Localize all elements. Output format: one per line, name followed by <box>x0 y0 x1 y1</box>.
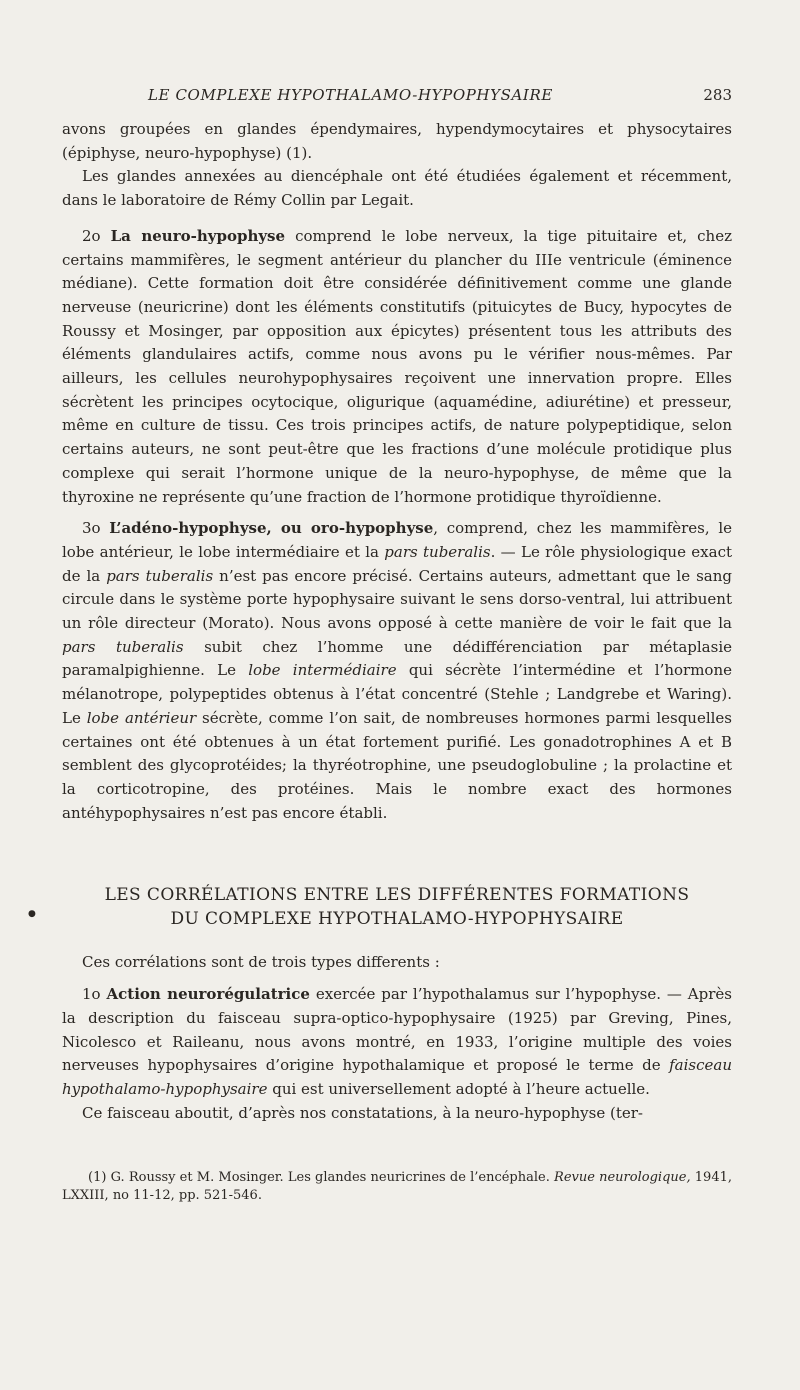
footnote-text: (1) G. Roussy et M. Mosinger. Les glandes neuricrines de l’encéphale. <box>88 1170 555 1186</box>
italic-term: pars tuberalis <box>62 637 184 656</box>
term-action-neuroregulatrice: Action neurorégulatrice <box>106 985 310 1004</box>
term-adeno-hypophyse: L’adéno-hypophyse, ou oro-hypophyse <box>109 519 434 538</box>
item-number: 1o <box>82 985 101 1004</box>
italic-term: pars tuberalis <box>106 566 214 585</box>
paragraph-text: exercée par l’hypothalamus sur l’hypophyse. — Après la description du faisceau supra-optico-hypophysaire (1925) par Greving, Pines, Nicolesco et Raileanu, nous avons montré, en 1933, l’origine multiple des voies nerveuses hypophysaires d’origine hypothalamique et proposé le terme de <box>62 985 732 1075</box>
paragraph-faisceau: Ce faisceau aboutit, d’après nos constatations, à la neuro-hypophyse (ter- <box>82 1103 643 1122</box>
running-header <box>62 86 732 104</box>
paragraph-text: qui est universellement adopté à l’heure actuelle. <box>267 1079 650 1098</box>
italic-term: lobe intermédiaire <box>248 661 397 680</box>
paragraph-continuation: avons groupées en glandes épendymaires, hypendymocytaires et physocytaires (épiphyse, neuro-hypophyse) (1). <box>62 120 732 162</box>
italic-term: lobe antérieur <box>86 708 197 727</box>
margin-mark: ● <box>28 909 36 919</box>
section-heading <box>62 883 732 931</box>
paragraph-text: sécrète, comme l’on sait, de nombreuses hormones parmi lesquelles certaines ont été obtenues à un état fortement purifié. Les gonadotrophines A et B semblent des glycoprotéides; la thyréotrophine, une pseudoglobuline ; la prolactine et la corticotropine, des protéines. Mais le nombre exact des hormones antéhypophysaires n’est pas encore établi. <box>62 708 732 822</box>
italic-term: pars tuberalis <box>384 542 491 561</box>
page-number: 283 <box>703 86 732 104</box>
paragraph-text: qui sécrète l’intermédine et l’hormone mélanotrope, polypeptides obtenus à l’état concentré (Stehle ; Landgrebe et Waring). Le <box>62 661 732 727</box>
paragraph-glandes-annexees: Les glandes annexées au diencéphale ont été étudiées également et récemment, dans le laboratoire de Rémy Collin par Legait. <box>62 167 732 210</box>
paragraph-action-neuroregulatrice <box>62 983 732 1102</box>
paragraph-adeno-hypophyse <box>62 517 732 825</box>
section-heading-line-1: LES CORRÉLATIONS ENTRE LES DIFFÉRENTES FORMATIONS <box>104 885 690 906</box>
footnote-journal: Revue neurologique, <box>554 1170 691 1186</box>
paragraph-text: comprend le lobe nerveux, la tige pituitaire et, chez certains mammifères, le segment antérieur du plancher du IIIe ventricule (éminence médiane). Cette formation doit être considérée définitivement comme une glande nerveuse (neuricrine) dont les éléments constitutifs (pituicytes de Bucy, hypocytes de Roussy et Mosinger, par opposition aux épicytes) présentent tous les attributs des éléments glandulaires actifs, comme nous avons pu le vérifier nous-mêmes. Par ailleurs, les cellules neurohypophysaires reçoivent une innervation propre. Elles sécrètent les principes ocytocique, oligurique (aquamédine, adiurétine) et presseur, même en culture de tissu. Ces trois principes actifs, de nature polypeptidique, selon certains auteurs, ne sont peut-être que les fractions d’une molécule protidique plus complexe qui serait l’hormone unique de la neuro-hypophyse, de même que la thyroxine ne représente qu’une fraction de l’hormone protidique thyroïdienne. <box>62 226 732 506</box>
footnote-text: 1941, LXXIII, no 11-12, pp. 521-546. <box>62 1170 732 1204</box>
running-title: LE COMPLEXE HYPOTHALAMO-HYPOPHYSAIRE <box>148 86 553 104</box>
paragraph-neuro-hypophyse <box>62 225 732 509</box>
paragraph-text: , comprend, chez les mammifères, le lobe antérieur, le lobe intermédiaire et la <box>62 519 732 561</box>
paragraph-text: . — Le rôle physiologique exact de la <box>62 542 732 585</box>
paragraph-text: subit chez l’homme une dédifférenciation par métaplasie paramalpighienne. Le <box>62 637 732 680</box>
item-number: 2o <box>82 226 101 245</box>
item-number: 3o <box>82 519 101 538</box>
section-heading-line-2: DU COMPLEXE HYPOTHALAMO-HYPOPHYSAIRE <box>170 909 624 930</box>
paragraph-text: n’est pas encore précisé. Certains auteurs, admettant que le sang circule dans le système porte hypophysaire suivant le sens dorso-ventral, lui attribuent un rôle directeur (Morato). Nous avons opposé à cette manière de voir le fait que la <box>62 566 732 633</box>
paragraph-types: Ces corrélations sont de trois types differents : <box>82 953 440 972</box>
term-neuro-hypophyse: La neuro-hypophyse <box>110 226 286 245</box>
footnote <box>62 1169 732 1205</box>
italic-term: faisceau hypothalamo-hypophysaire <box>62 1056 732 1098</box>
